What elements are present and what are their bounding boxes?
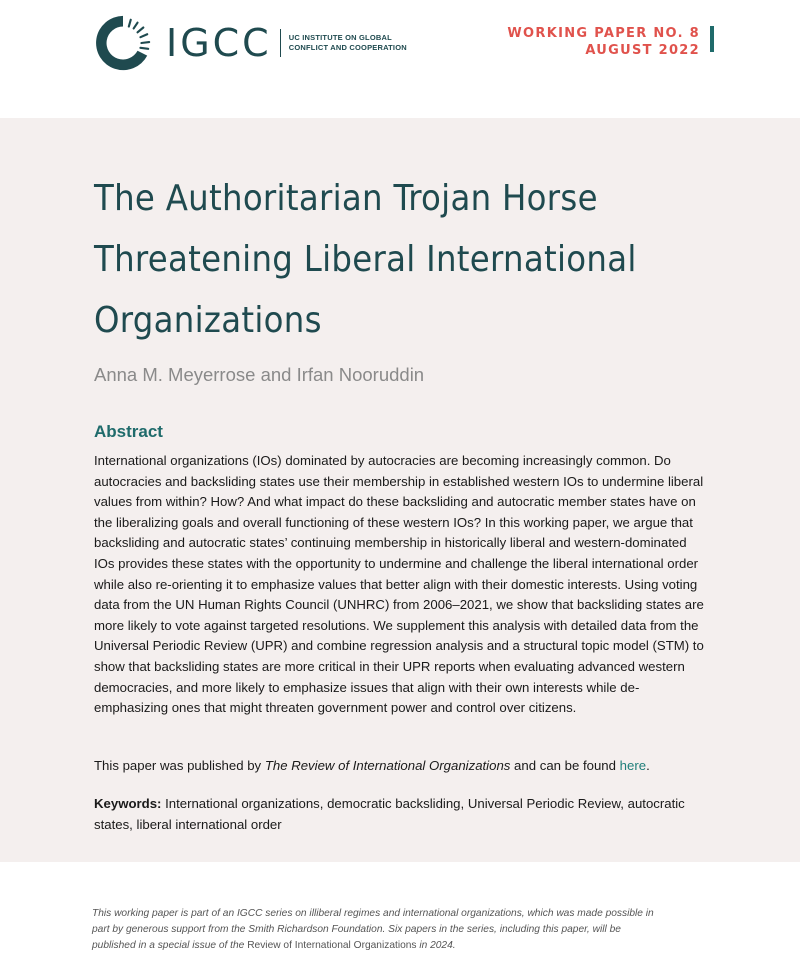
keywords	[94, 794, 706, 835]
title-line: Threatening Liberal International	[94, 239, 637, 280]
abstract-heading: Abstract	[94, 422, 163, 441]
footer-note-end: in 2024.	[416, 940, 456, 951]
logo-subtitle-line2: CONFLICT AND COOPERATION	[288, 43, 407, 52]
footer-journal-name: Review of International Organizations	[247, 940, 417, 951]
publication-prefix: This paper was published by	[94, 758, 265, 773]
keywords-label: Keywords:	[94, 796, 162, 811]
logo-wordmark: IGCC	[166, 21, 272, 65]
logo-subtitle	[289, 33, 407, 53]
igcc-logo-icon	[92, 12, 154, 74]
keywords-text: International organizations, democratic backsliding, Universal Periodic Review, autocratic states, liberal international order	[94, 796, 685, 832]
paper-title	[94, 168, 734, 351]
publication-note	[94, 756, 706, 776]
igcc-logo[interactable]	[92, 12, 407, 74]
page-header	[0, 0, 800, 118]
title-line: Organizations	[94, 300, 322, 341]
abstract-text: International organizations (IOs) dominated by autocracies are becoming increasingly common. Do autocracies and backsliding states use their membership in established western IOs to undermine liberal values from within? How? And what impact do these backsliding and autocratic member states have on the liberalizing goals and overall functioning of these western IOs? In this working paper, we argue that backsliding and autocratic states’ continuing membership in historically liberal and western-dominated IOs provides these states with the opportunity to undermine and challenge the liberal international order while also re-orienting it to emphasize values that better align with their domestic interests. Using voting data from the UN Human Rights Council (UNHRC) from 2006–2021, we show that backsliding states are more likely to vote against targeted resolutions. We supplement this analysis with detailed data from the Universal Periodic Review (UPR) and combine regression analysis and a structural topic model (STM) to show that backsliding states are more critical in their UPR reports when evaluating advanced western democracies, and more likely to emphasize issues that align with their own interests while de-emphasizing ones that might threaten government power and control over citizens.	[94, 453, 704, 716]
logo-divider	[280, 29, 281, 57]
footer-note-text: This working paper is part of an IGCC series on illiberal regimes and international organizations, which was made possible in part by generous support from the Smith Richardson Foundation. Six papers in the series, including this paper, will be published in a special issue of the	[92, 908, 654, 951]
publication-date: AUGUST 2022	[585, 43, 700, 58]
publication-suffix: .	[646, 758, 650, 773]
publication-middle: and can be found	[510, 758, 620, 773]
accent-bar	[710, 26, 714, 52]
footer-note	[92, 906, 662, 954]
working-paper-number: WORKING PAPER NO. 8	[507, 26, 700, 41]
journal-name: The Review of International Organizations	[264, 758, 511, 773]
logo-subtitle-line1: UC INSTITUTE ON GLOBAL	[288, 33, 392, 42]
title-line: The Authoritarian Trojan Horse	[94, 178, 598, 219]
publication-link[interactable]: here	[619, 758, 647, 773]
working-paper-info	[507, 25, 700, 59]
paper-authors: Anna M. Meyerrose and Irfan Nooruddin	[94, 364, 425, 385]
